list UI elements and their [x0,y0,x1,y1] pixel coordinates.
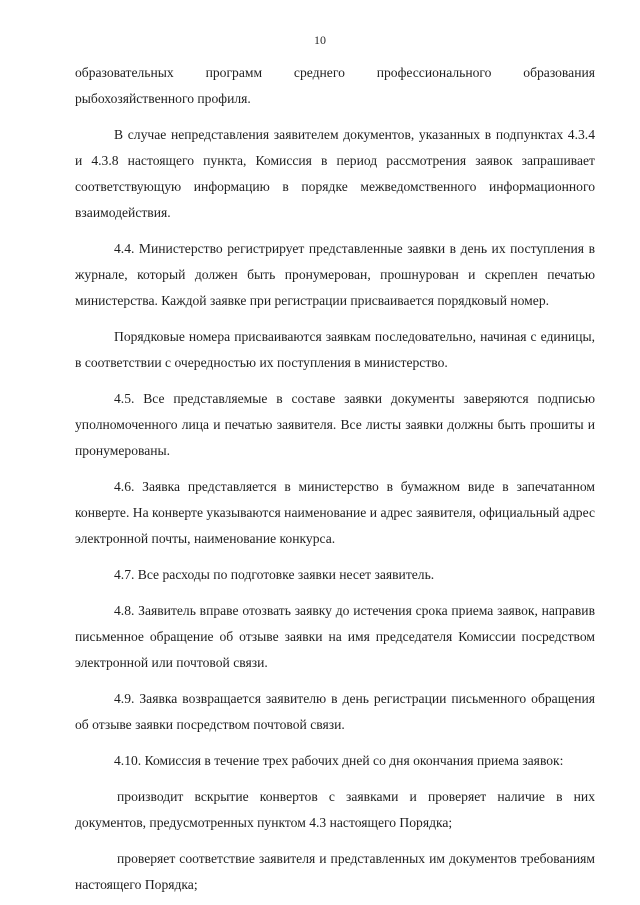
paragraph: проверяет соответствие заявителя и представленных им документов требованиям настоящего Порядка; [75,851,595,892]
document-body [75,60,595,905]
paragraph: 4.5. Все представляемые в составе заявки документы заверяются подписью уполномоченного лица и печатью заявителя. Все листы заявки должны быть прошиты и пронумерованы. [75,391,595,458]
paragraph: образовательных программ среднего профессионального образования рыбохозяйственного профиля. [75,65,595,106]
paragraph: производит вскрытие конвертов с заявками и проверяет наличие в них документов, предусмотренных пунктом 4.3 настоящего Порядка; [75,789,595,830]
page-number: 10 [314,33,326,47]
paragraph: 4.7. Все расходы по подготовке заявки несет заявитель. [114,567,435,582]
paragraph: 4.6. Заявка представляется в министерство в бумажном виде в запечатанном конверте. На конверте указываются наименование и адрес заявителя, официальный адрес электронной почты, наименование конкурса. [75,479,595,546]
paragraph: 4.8. Заявитель вправе отозвать заявку до истечения срока приема заявок, направив письменное обращение об отзыве заявки на имя председателя Комиссии посредством электронной или почтовой связи. [75,603,595,670]
paragraph: 4.10. Комиссия в течение трех рабочих дней со дня окончания приема заявок: [114,753,564,768]
paragraph: 4.4. Министерство регистрирует представленные заявки в день их поступления в журнале, который должен быть пронумерован, прошнурован и скреплен печатью министерства. Каждой заявке при регистрации присваивается порядковый номер. [75,241,595,308]
paragraph: 4.9. Заявка возвращается заявителю в день регистрации письменного обращения об отзыве заявки посредством почтовой связи. [75,691,595,732]
paragraph: Порядковые номера присваиваются заявкам последовательно, начиная с единицы, в соответствии с очередностью их поступления в министерство. [75,329,595,370]
paragraph: В случае непредставления заявителем документов, указанных в подпунктах 4.3.4 и 4.3.8 настоящего пункта, Комиссия в период рассмотрения заявок запрашивает соответствующую информацию в порядке межведомственного информационного взаимодействия. [75,127,595,220]
